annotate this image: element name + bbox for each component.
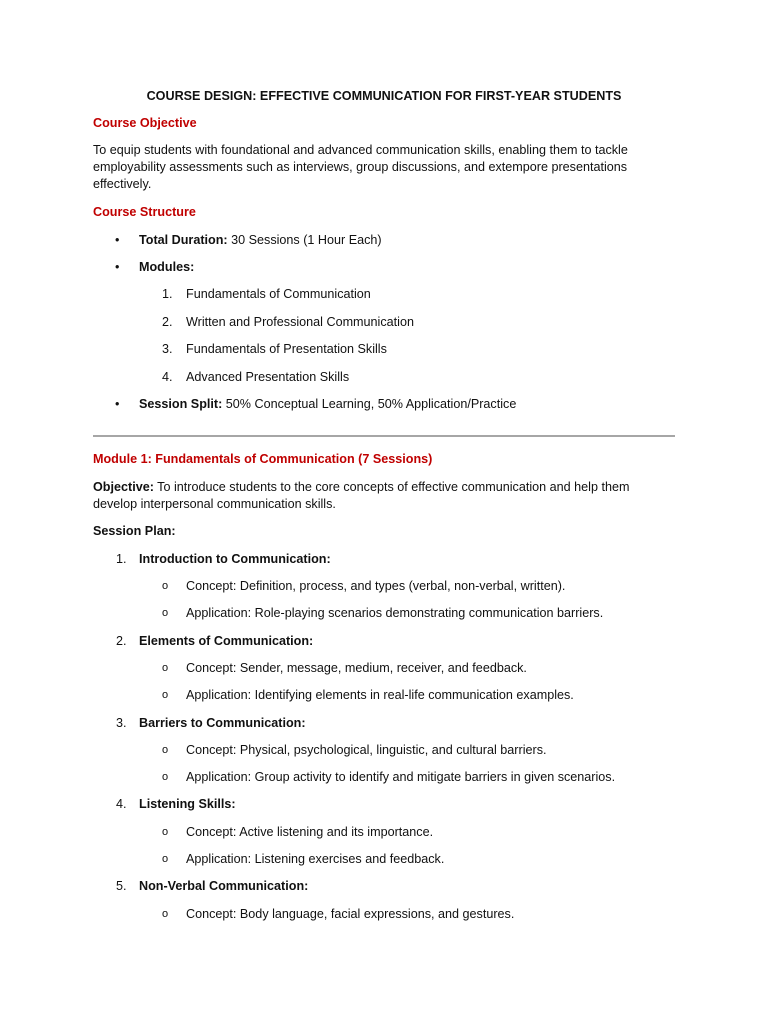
session-application: Application: Group activity to identify and mitigate barriers in given scenarios. <box>186 770 616 784</box>
session-title: Non-Verbal Communication: <box>139 879 309 893</box>
module1-objective-label: Objective: <box>93 480 154 494</box>
session-title: Introduction to Communication: <box>139 552 331 566</box>
session-concept: Concept: Sender, message, medium, receiver, and feedback. <box>186 661 527 675</box>
module-number: 4. <box>162 370 173 384</box>
circle-bullet-icon: o <box>162 853 169 865</box>
circle-bullet-icon: o <box>162 771 169 783</box>
document-title: COURSE DESIGN: EFFECTIVE COMMUNICATION FOR FIRST-YEAR STUDENTS <box>146 89 622 103</box>
circle-bullet-icon: o <box>162 826 169 838</box>
module-number: 2. <box>162 315 173 329</box>
modules-label: Modules: <box>139 260 195 274</box>
session-application: Application: Listening exercises and feedback. <box>186 852 445 866</box>
bullet-icon: • <box>115 233 120 247</box>
circle-bullet-icon: o <box>162 744 169 756</box>
session-title: Barriers to Communication: <box>139 716 306 730</box>
session-concept: Concept: Definition, process, and types (verbal, non-verbal, written). <box>186 579 566 593</box>
session-plan-label: Session Plan: <box>93 524 176 538</box>
module1-objective-text: To introduce students to the core concepts of effective communication and help them develop interpersonal communication skills. <box>93 480 630 511</box>
session-split-label: Session Split: <box>139 397 223 411</box>
module1-heading: Module 1: Fundamentals of Communication (7 Sessions) <box>93 452 433 466</box>
course-objective-heading: Course Objective <box>93 116 197 130</box>
total-duration-item <box>139 232 382 249</box>
session-number: 5. <box>116 879 127 893</box>
module-item: Advanced Presentation Skills <box>186 370 350 384</box>
course-structure-heading: Course Structure <box>93 205 196 219</box>
session-number: 4. <box>116 797 127 811</box>
session-concept: Concept: Body language, facial expressions, and gestures. <box>186 907 515 921</box>
bullet-icon: • <box>115 260 120 274</box>
course-objective-text: To equip students with foundational and advanced communication skills, enabling them to tackle employability assessments such as interviews, group discussions, and extempore presentations effectively. <box>93 143 628 191</box>
total-duration-label: Total Duration: <box>139 233 228 247</box>
module-item: Fundamentals of Communication <box>186 287 371 301</box>
session-concept: Concept: Physical, psychological, linguistic, and cultural barriers. <box>186 743 547 757</box>
total-duration-value: 30 Sessions (1 Hour Each) <box>227 233 382 247</box>
circle-bullet-icon: o <box>162 908 169 920</box>
session-concept: Concept: Active listening and its importance. <box>186 825 434 839</box>
horizontal-divider <box>93 435 675 437</box>
session-number: 1. <box>116 552 127 566</box>
session-application: Application: Identifying elements in real-life communication examples. <box>186 688 574 702</box>
circle-bullet-icon: o <box>162 662 169 674</box>
circle-bullet-icon: o <box>162 607 169 619</box>
session-title: Listening Skills: <box>139 797 236 811</box>
session-number: 3. <box>116 716 127 730</box>
module-item: Written and Professional Communication <box>186 315 414 329</box>
session-number: 2. <box>116 634 127 648</box>
module-item: Fundamentals of Presentation Skills <box>186 342 387 356</box>
module1-objective <box>93 479 663 513</box>
module-number: 1. <box>162 287 173 301</box>
circle-bullet-icon: o <box>162 689 169 701</box>
session-application: Application: Role-playing scenarios demonstrating communication barriers. <box>186 606 604 620</box>
session-split-item <box>139 396 516 413</box>
session-title: Elements of Communication: <box>139 634 314 648</box>
circle-bullet-icon: o <box>162 580 169 592</box>
session-split-value: 50% Conceptual Learning, 50% Application/Practice <box>222 397 517 411</box>
module-number: 3. <box>162 342 173 356</box>
bullet-icon: • <box>115 397 120 411</box>
